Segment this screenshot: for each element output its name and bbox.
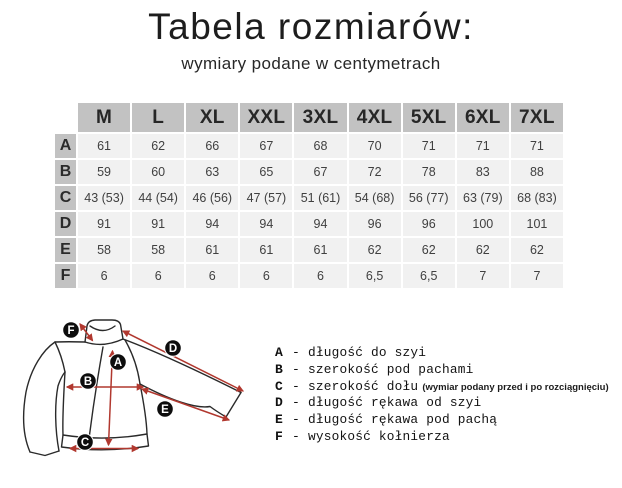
left-arm-body-seam: [55, 342, 65, 372]
body-right-edge: [140, 384, 147, 434]
diagram-marker-b: [80, 373, 97, 390]
legend-letter-a: A: [275, 345, 283, 360]
legend-letter-d: D: [275, 395, 283, 411]
cell-b-l: 60: [132, 160, 184, 184]
diagram-marker-a: [110, 354, 127, 371]
cell-e-xxl: 61: [240, 238, 292, 262]
cell-d-xxl: 94: [240, 212, 292, 236]
cell-b-5xl: 78: [403, 160, 455, 184]
cell-d-xl: 94: [186, 212, 238, 236]
cell-b-m: 59: [78, 160, 130, 184]
cell-b-4xl: 72: [349, 160, 401, 184]
column-header-xl: XL: [186, 103, 238, 132]
cell-b-6xl: 83: [457, 160, 509, 184]
cell-c-7xl: 68 (83): [511, 186, 563, 210]
diagram-marker-d: [165, 340, 182, 357]
body-left-edge: [63, 372, 65, 435]
legend-item-d: [275, 395, 619, 412]
marker-letter-f: F: [67, 325, 75, 338]
cell-f-xl: 6: [186, 264, 238, 288]
measurement-legend: [275, 345, 619, 446]
column-header-4xl: 4XL: [349, 103, 401, 132]
row-label-b: B: [55, 160, 76, 184]
cell-a-7xl: 71: [511, 134, 563, 158]
table-corner-cell: [55, 103, 76, 132]
legend-text-f: wysokość kołnierza: [308, 428, 450, 444]
jacket-outline-drawing: [10, 312, 262, 486]
column-header-3xl: 3XL: [294, 103, 346, 132]
cell-e-m: 58: [78, 238, 130, 262]
right-sleeve-bottom: [140, 384, 226, 417]
cell-a-m: 61: [78, 134, 130, 158]
diagram-marker-e: [157, 401, 174, 418]
cell-f-4xl: 6,5: [349, 264, 401, 288]
diagram-marker-f: [63, 322, 80, 339]
cell-c-xxl: 47 (57): [240, 186, 292, 210]
cell-e-4xl: 62: [349, 238, 401, 262]
legend-separator: -: [292, 345, 300, 360]
cell-d-4xl: 96: [349, 212, 401, 236]
legend-letter-e: E: [275, 412, 283, 428]
page-subtitle: wymiary podane w centymetrach: [181, 53, 441, 73]
legend-item-c: [275, 379, 619, 396]
column-header-7xl: 7XL: [511, 103, 563, 132]
cell-f-m: 6: [78, 264, 130, 288]
left-arm-outer: [24, 342, 55, 452]
legend-item-a: [275, 345, 619, 362]
legend-text-d: długość rękawa od szyi: [308, 395, 482, 411]
diagram-marker-c: [77, 434, 94, 451]
column-header-xxl: XXL: [240, 103, 292, 132]
collar-neck-opening: [90, 326, 115, 331]
size-table: [55, 103, 563, 288]
cell-d-6xl: 100: [457, 212, 509, 236]
right-sleeve-body-seam: [125, 340, 140, 384]
collar-seam: [85, 339, 123, 344]
legend-text-b: szerokość pod pachami: [308, 361, 474, 377]
cell-a-6xl: 71: [457, 134, 509, 158]
jacket-diagram: [10, 312, 262, 486]
legend-separator: -: [292, 395, 300, 411]
right-cuff-end: [226, 393, 241, 418]
legend-item-b: [275, 362, 619, 379]
cell-b-7xl: 88: [511, 160, 563, 184]
marker-letter-c: C: [80, 437, 90, 450]
cell-e-l: 58: [132, 238, 184, 262]
row-label-d: D: [55, 212, 76, 236]
cell-e-3xl: 61: [294, 238, 346, 262]
cell-f-7xl: 7: [511, 264, 563, 288]
legend-letter-b: B: [275, 361, 283, 377]
legend-item-f: [275, 429, 619, 446]
cell-d-7xl: 101: [511, 212, 563, 236]
cell-c-xl: 46 (56): [186, 186, 238, 210]
legend-separator: -: [292, 412, 300, 428]
zipper-line: [90, 347, 104, 435]
column-header-5xl: 5XL: [403, 103, 455, 132]
row-label-e: E: [55, 238, 76, 262]
row-label-a: A: [55, 134, 76, 158]
cell-f-5xl: 6,5: [403, 264, 455, 288]
marker-letter-a: A: [113, 357, 123, 370]
column-header-6xl: 6XL: [457, 103, 509, 132]
cell-f-3xl: 6: [294, 264, 346, 288]
cell-b-3xl: 67: [294, 160, 346, 184]
cell-b-xxl: 65: [240, 160, 292, 184]
page-header: [0, 8, 622, 74]
cell-f-l: 6: [132, 264, 184, 288]
cell-d-3xl: 94: [294, 212, 346, 236]
legend-letter-c: C: [275, 378, 283, 394]
legend-item-e: [275, 412, 619, 429]
legend-text-c: szerokość dołu: [308, 378, 419, 394]
cell-e-5xl: 62: [403, 238, 455, 262]
marker-letter-d: D: [168, 343, 178, 356]
row-label-f: F: [55, 264, 76, 288]
hem-band: [62, 434, 149, 450]
column-header-l: L: [132, 103, 184, 132]
legend-letter-f: F: [275, 428, 283, 444]
legend-separator: -: [292, 361, 300, 377]
marker-letter-b: B: [83, 376, 93, 389]
cell-a-xxl: 67: [240, 134, 292, 158]
cell-d-m: 91: [78, 212, 130, 236]
legend-separator: -: [292, 378, 300, 394]
legend-text-e: długość rękawa pod pachą: [308, 412, 498, 428]
cell-e-7xl: 62: [511, 238, 563, 262]
cell-d-l: 91: [132, 212, 184, 236]
diagram-markers: [63, 322, 182, 451]
measure-line-d: [123, 331, 243, 391]
legend-note-c: (wymiar podany przed i po rozciągnięciu): [422, 382, 609, 394]
left-cuff: [30, 451, 59, 456]
cell-c-l: 44 (54): [132, 186, 184, 210]
cell-a-l: 62: [132, 134, 184, 158]
row-label-c: C: [55, 186, 76, 210]
cell-d-5xl: 96: [403, 212, 455, 236]
cell-c-3xl: 51 (61): [294, 186, 346, 210]
cell-a-xl: 66: [186, 134, 238, 158]
cell-f-xxl: 6: [240, 264, 292, 288]
legend-text-a: długość do szyi: [308, 345, 427, 360]
cell-e-xl: 61: [186, 238, 238, 262]
cell-b-xl: 63: [186, 160, 238, 184]
cell-a-4xl: 70: [349, 134, 401, 158]
cell-e-6xl: 62: [457, 238, 509, 262]
cell-a-5xl: 71: [403, 134, 455, 158]
cell-f-6xl: 7: [457, 264, 509, 288]
cell-c-6xl: 63 (79): [457, 186, 509, 210]
column-header-m: M: [78, 103, 130, 132]
measure-line-e: [142, 389, 229, 420]
marker-letter-e: E: [161, 404, 169, 417]
page-title: Tabela rozmiarów:: [148, 6, 474, 47]
cell-c-5xl: 56 (77): [403, 186, 455, 210]
cell-a-3xl: 68: [294, 134, 346, 158]
cell-c-4xl: 54 (68): [349, 186, 401, 210]
cell-c-m: 43 (53): [78, 186, 130, 210]
legend-separator: -: [292, 428, 300, 444]
